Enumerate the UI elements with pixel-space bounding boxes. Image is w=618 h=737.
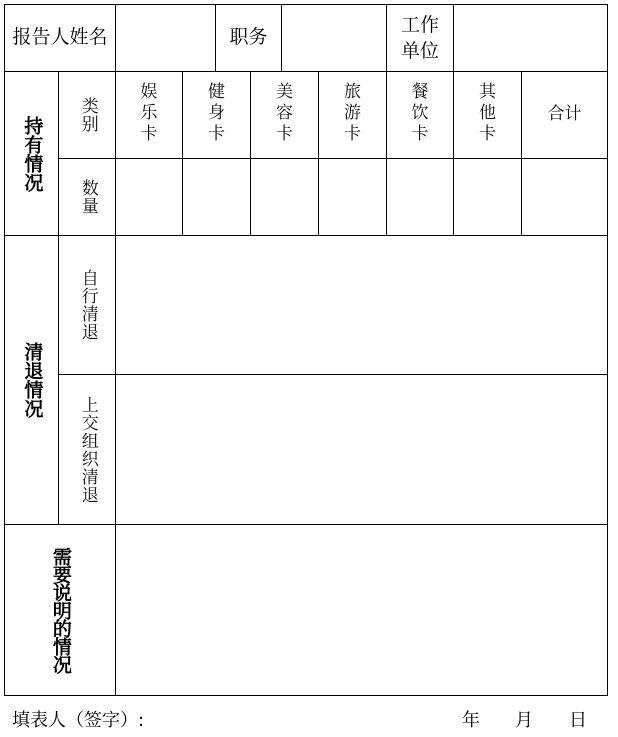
holding-section-cell bbox=[5, 72, 58, 235]
quantity-field[interactable] bbox=[116, 159, 182, 235]
work-unit-field[interactable] bbox=[454, 5, 607, 71]
category-total: 合计 bbox=[547, 104, 582, 125]
org-cleanup-label: 上交组织清退 bbox=[77, 395, 98, 504]
category-cell bbox=[319, 72, 386, 158]
category-fitness-card: 健身卡 bbox=[208, 82, 225, 144]
quantity-field[interactable] bbox=[183, 159, 250, 235]
card-report-form bbox=[4, 4, 608, 696]
holding-section-label: 持有情况 bbox=[21, 115, 44, 192]
category-dining-card: 餐饮卡 bbox=[411, 82, 429, 144]
self-cleanup-label: 自行清退 bbox=[77, 269, 98, 341]
category-cell bbox=[116, 72, 182, 158]
quantity-label-cell bbox=[59, 159, 115, 235]
category-label-cell bbox=[59, 72, 115, 158]
org-cleanup-label-cell bbox=[59, 375, 115, 524]
reporter-name-label: 报告人姓名 bbox=[12, 26, 108, 49]
notes-label-cell bbox=[5, 525, 115, 695]
cleanup-section-cell bbox=[5, 236, 58, 524]
category-cell bbox=[454, 72, 521, 158]
category-cell bbox=[183, 72, 250, 158]
category-travel-card: 旅游卡 bbox=[344, 82, 361, 144]
border-bottom bbox=[4, 695, 608, 696]
notes-label: 需要说明的情况 bbox=[49, 547, 72, 673]
quantity-field[interactable] bbox=[319, 159, 386, 235]
quantity-field[interactable] bbox=[387, 159, 453, 235]
quantity-field[interactable] bbox=[454, 159, 521, 235]
category-entertainment-card: 娱乐卡 bbox=[140, 82, 158, 144]
category-label: 类别 bbox=[77, 97, 98, 133]
border-right bbox=[607, 4, 608, 696]
self-cleanup-label-cell bbox=[59, 236, 115, 374]
category-beauty-card: 美容卡 bbox=[276, 82, 293, 144]
quantity-total-field[interactable] bbox=[522, 159, 607, 235]
category-other-card: 其他卡 bbox=[479, 82, 496, 144]
category-cell bbox=[387, 72, 453, 158]
org-cleanup-field[interactable] bbox=[116, 375, 607, 524]
filler-signature-label: 填表人（签字）: bbox=[12, 710, 145, 731]
date-day-label: 日 bbox=[569, 710, 587, 731]
category-cell bbox=[251, 72, 318, 158]
quantity-field[interactable] bbox=[251, 159, 318, 235]
position-field[interactable] bbox=[282, 5, 386, 71]
date-month-label: 月 bbox=[515, 710, 533, 731]
position-label: 职务 bbox=[229, 26, 268, 49]
notes-field[interactable] bbox=[116, 525, 607, 695]
work-unit-label: 工作单位 bbox=[400, 14, 439, 62]
work-unit-label-cell bbox=[387, 5, 453, 71]
reporter-name-field[interactable] bbox=[116, 5, 215, 71]
cleanup-section-label: 清退情况 bbox=[21, 342, 44, 418]
date-year-label: 年 bbox=[462, 710, 480, 731]
self-cleanup-field[interactable] bbox=[116, 236, 607, 374]
quantity-label: 数量 bbox=[77, 179, 98, 215]
